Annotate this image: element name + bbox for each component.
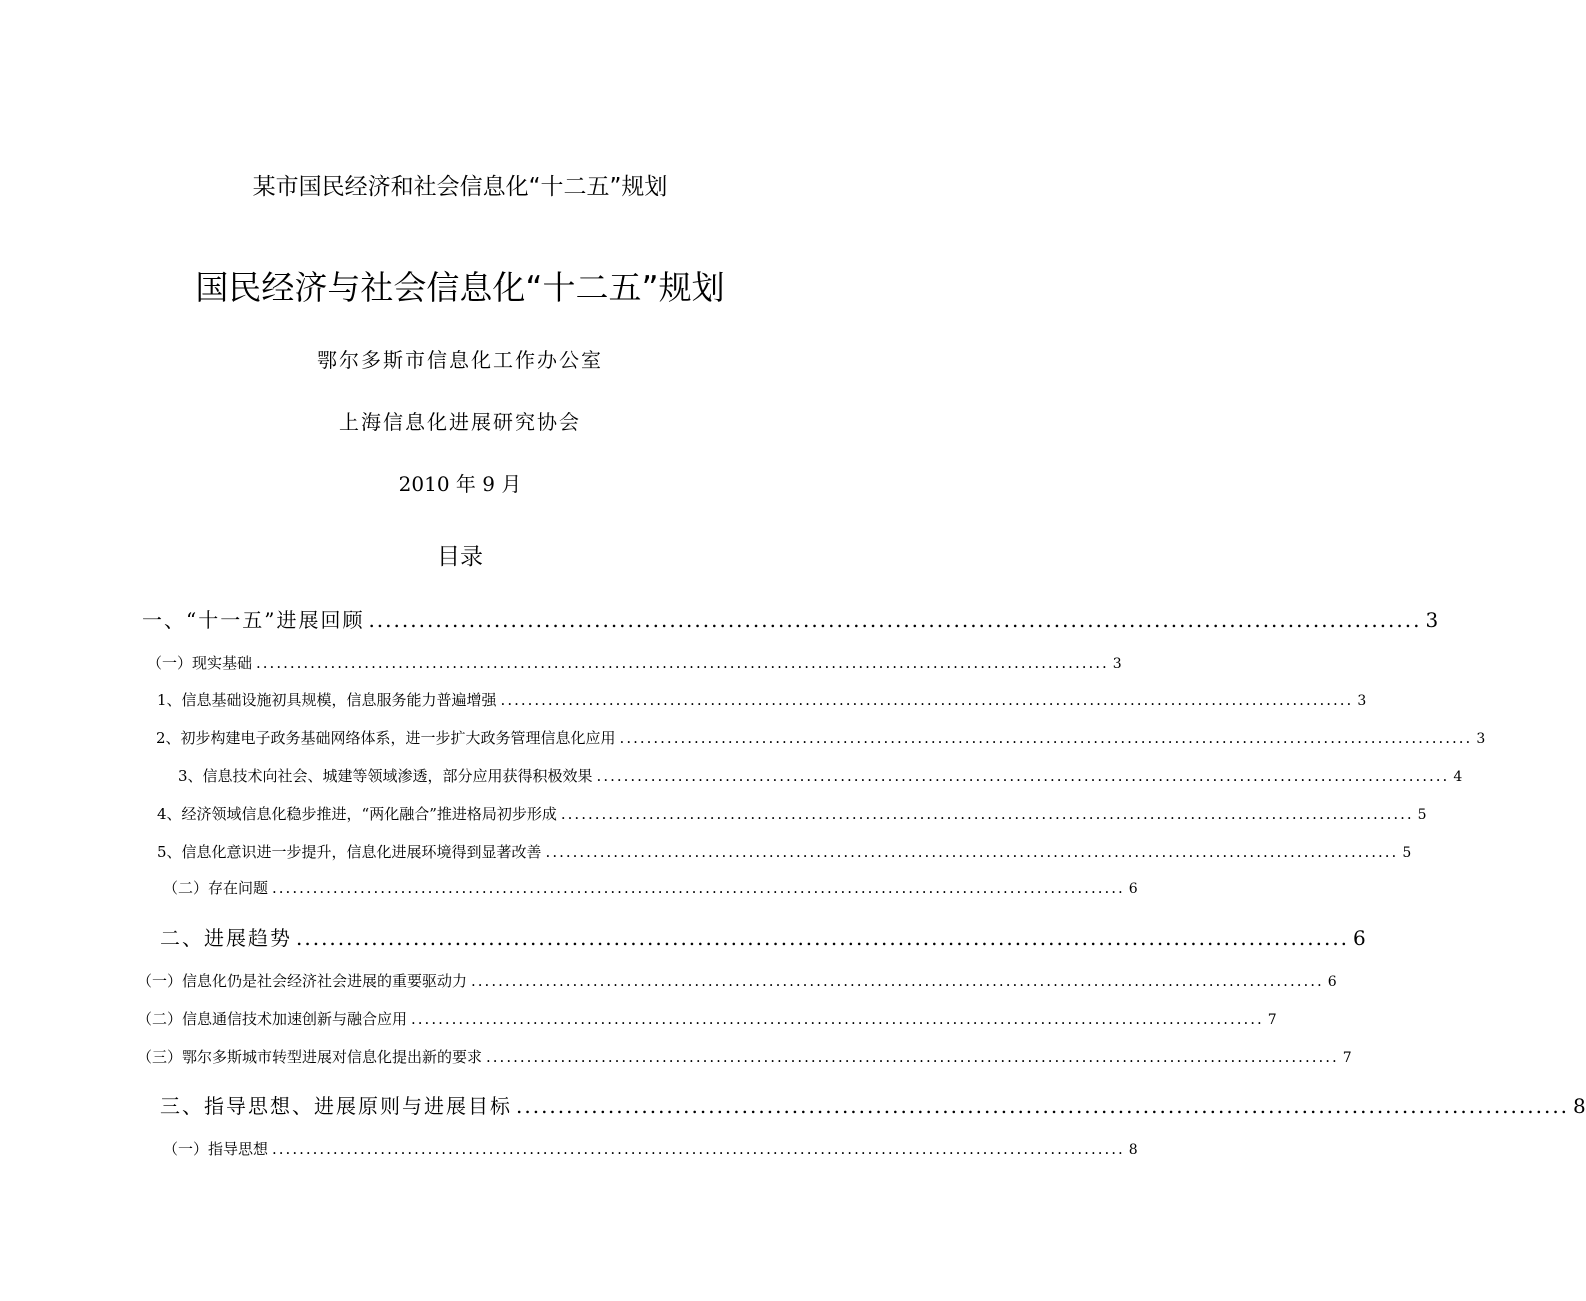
- toc-leader-dots: ..............................................................................................................................: [619, 729, 1473, 747]
- toc-page-number: 6: [1128, 881, 1138, 897]
- toc-page-number: 7: [1267, 1012, 1277, 1028]
- toc-page-number: 3: [1425, 608, 1439, 632]
- toc-entry-text: 1、信息基础设施初具规模，信息服务能力普遍增强: [157, 691, 497, 709]
- toc-leader-dots: ..............................................................................................................................: [516, 1094, 1570, 1118]
- toc-leader-dots: ..............................................................................................................................: [296, 926, 1350, 950]
- toc-entry[interactable]: [156, 727, 1486, 748]
- toc-page-number: 6: [1327, 974, 1337, 990]
- toc-entry-text: 2、初步构建电子政务基础网络体系，进一步扩大政务管理信息化应用: [156, 729, 616, 747]
- toc-leader-dots: ..............................................................................................................................: [272, 1140, 1125, 1158]
- toc-leader-dots: ..............................................................................................................................: [560, 805, 1414, 823]
- toc-page-number: 8: [1573, 1094, 1586, 1118]
- toc-entry[interactable]: [157, 803, 1427, 824]
- toc-leader-dots: ..............................................................................................................................: [272, 879, 1125, 897]
- toc-leader-dots: ..............................................................................................................................: [500, 691, 1354, 709]
- toc-page-number: 6: [1353, 926, 1366, 950]
- toc-entry-text: （二）信息通信技术加速创新与融合应用: [137, 1010, 408, 1028]
- toc-page-number: 3: [1476, 731, 1486, 747]
- toc-leader-dots: ..............................................................................................................................: [545, 843, 1399, 861]
- toc-entry-text: 三、指导思想、进展原则与进展目标: [160, 1094, 512, 1118]
- toc-page-number: 5: [1417, 807, 1427, 823]
- toc-entry[interactable]: [160, 922, 1366, 951]
- toc-entry-text: （三）鄂尔多斯城市转型进展对信息化提出新的要求: [137, 1048, 483, 1066]
- toc-entry[interactable]: [163, 877, 1138, 898]
- toc-entry-text: （一）指导思想: [163, 1140, 269, 1158]
- toc-page-number: 5: [1402, 845, 1412, 861]
- toc-page-number: 7: [1342, 1050, 1352, 1066]
- toc-page-number: 8: [1128, 1142, 1138, 1158]
- main-title: 国民经济与社会信息化“十二五”规划: [195, 268, 725, 307]
- toc-entry[interactable]: [157, 841, 1412, 862]
- toc-entry-text: 5、信息化意识进一步提升，信息化进展环境得到显著改善: [157, 843, 542, 861]
- toc-page-number: 3: [1112, 656, 1122, 672]
- toc-entry-text: 4、经济领域信息化稳步推进，“两化融合”推进格局初步形成: [157, 805, 557, 823]
- toc-leader-dots: ..............................................................................................................................: [256, 654, 1109, 672]
- toc-entry[interactable]: [137, 1008, 1277, 1029]
- toc-entry-text: （二）存在问题: [163, 879, 269, 897]
- toc-entry-text: （一）现实基础: [147, 654, 253, 672]
- organization-2: 上海信息化进展研究协会: [339, 410, 581, 434]
- toc-leader-dots: ..............................................................................................................................: [486, 1048, 1339, 1066]
- organization-1: 鄂尔多斯市信息化工作办公室: [317, 348, 603, 372]
- toc-entry[interactable]: [157, 689, 1367, 710]
- toc-leader-dots: ..............................................................................................................................: [411, 1010, 1264, 1028]
- toc-heading: 目录: [437, 544, 483, 570]
- toc-entry-text: （一）信息化仍是社会经济社会进展的重要驱动力: [137, 972, 468, 990]
- toc-page-number: 4: [1453, 769, 1463, 785]
- toc-leader-dots: ..............................................................................................................................: [368, 608, 1422, 632]
- toc-entry[interactable]: [147, 652, 1122, 673]
- toc-entry[interactable]: [163, 1138, 1138, 1159]
- document-title: 某市国民经济和社会信息化“十二五”规划: [252, 174, 668, 200]
- toc-entry[interactable]: [142, 604, 1439, 633]
- toc-entry-text: 3、信息技术向社会、城建等领域渗透，部分应用获得积极效果: [178, 767, 593, 785]
- toc-page-number: 3: [1357, 693, 1367, 709]
- toc-leader-dots: ..............................................................................................................................: [596, 767, 1450, 785]
- toc-entry-text: 一、“十一五”进展回顾: [142, 608, 365, 632]
- toc-entry[interactable]: [178, 765, 1463, 786]
- toc-leader-dots: ..............................................................................................................................: [471, 972, 1324, 990]
- toc-entry[interactable]: [160, 1090, 1586, 1119]
- document-date: 2010 年 9 月: [398, 472, 522, 496]
- toc-entry[interactable]: [137, 970, 1337, 991]
- toc-entry-text: 二、进展趋势: [160, 926, 292, 950]
- toc-entry[interactable]: [137, 1046, 1352, 1067]
